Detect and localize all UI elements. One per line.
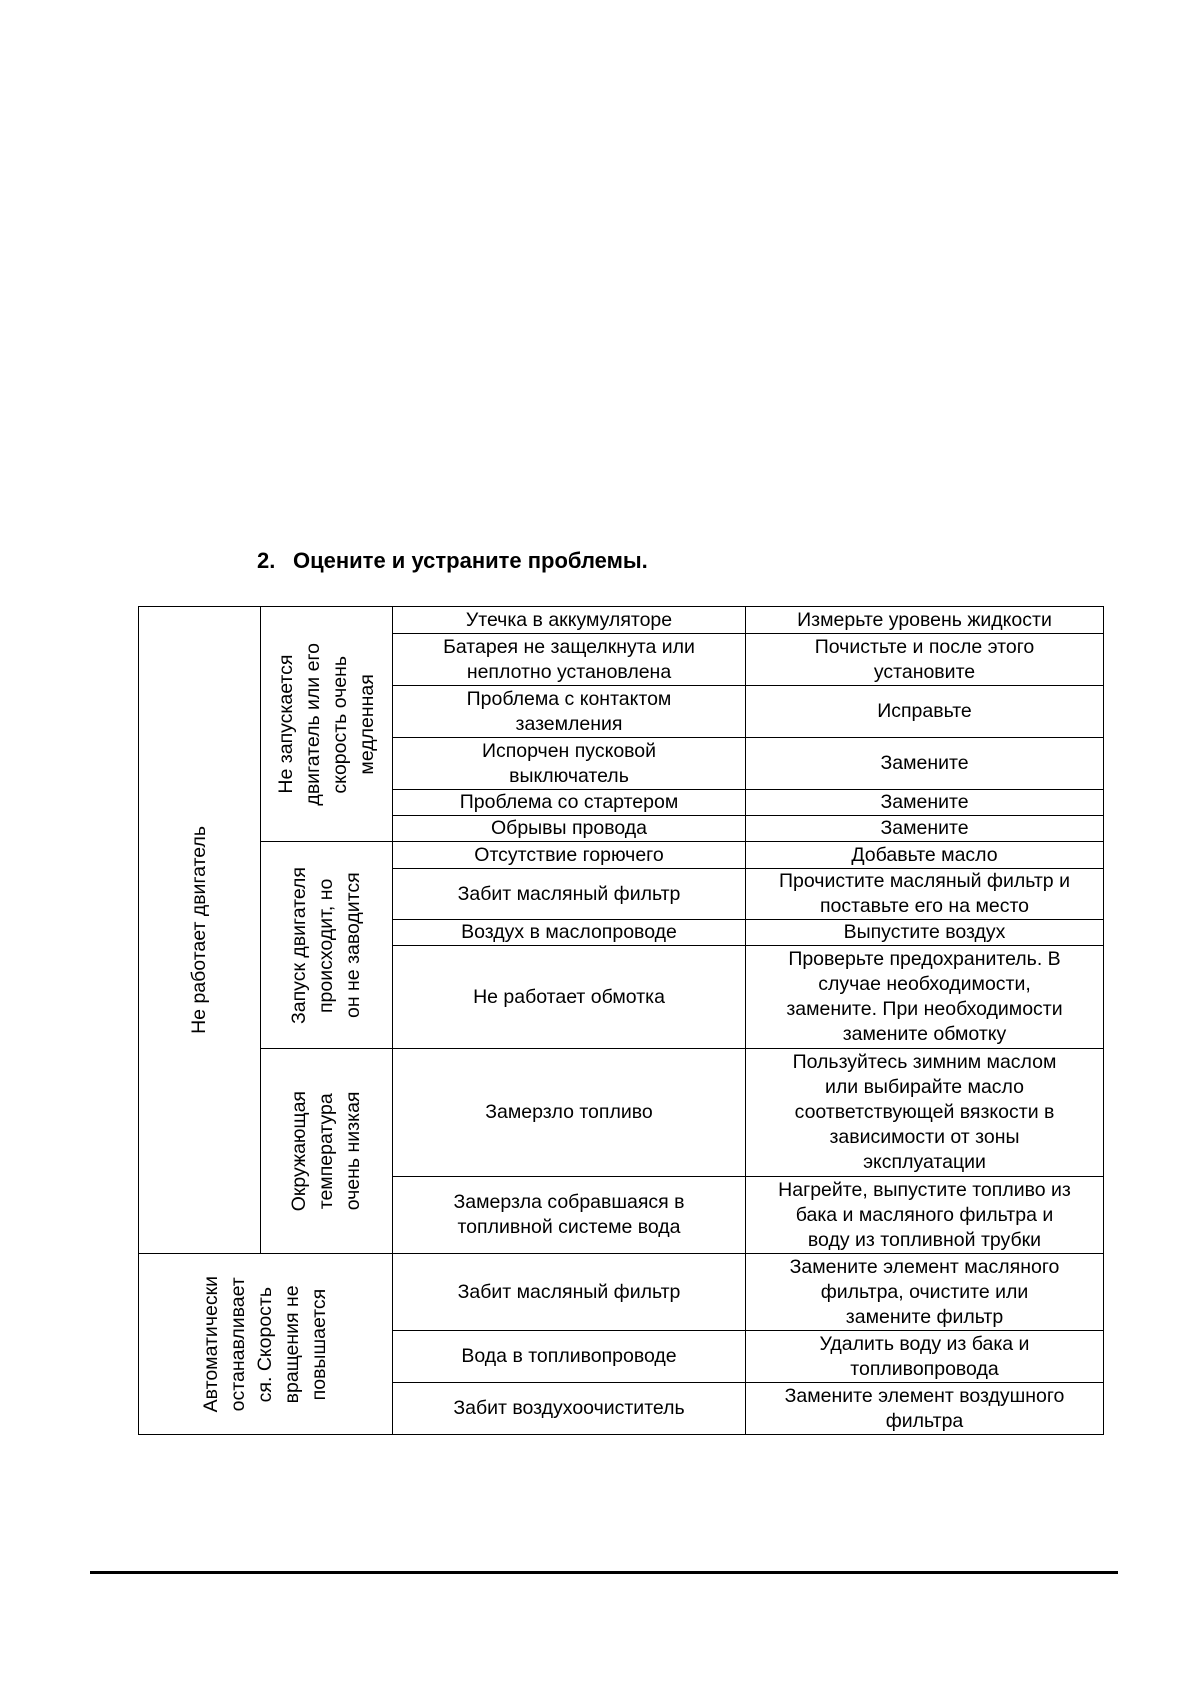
cause-cell: Отсутствие горючего [393, 842, 746, 869]
cause-cell: Обрывы провода [393, 816, 746, 842]
footer-rule [90, 1571, 1118, 1574]
cause-cell: Испорчен пусковой выключатель [393, 738, 746, 790]
group-label: Не работает двигатель [188, 826, 210, 1034]
remedy-cell: Замените [746, 816, 1104, 842]
cause-cell: Проблема со стартером [393, 790, 746, 816]
cause-cell: Вода в топливопроводе [393, 1331, 746, 1383]
cause-cell: Забит масляный фильтр [393, 869, 746, 920]
subgroup-label: Запуск двигателя происходит, но он не заводится [288, 866, 364, 1024]
group-cell [139, 1254, 393, 1435]
table-row [139, 607, 1104, 634]
remedy-cell: Замените элемент масляного фильтра, очистите или замените фильтр [746, 1254, 1104, 1331]
remedy-cell: Замените [746, 738, 1104, 790]
subgroup-label: Не запускается двигатель или его скорость очень медленная [274, 642, 378, 806]
cause-cell: Не работает обмотка [393, 946, 746, 1049]
cause-cell: Замерзла собравшаяся в топливной системе вода [393, 1177, 746, 1254]
remedy-cell: Прочистите масляный фильтр и поставьте его на место [746, 869, 1104, 920]
group-cell [139, 607, 261, 1254]
cause-cell: Проблема с контактом заземления [393, 686, 746, 738]
cause-cell: Батарея не защелкнута или неплотно установлена [393, 634, 746, 686]
cause-cell: Забит масляный фильтр [393, 1254, 746, 1331]
subgroup-cell [261, 842, 393, 1049]
remedy-cell: Замените элемент воздушного фильтра [746, 1383, 1104, 1435]
table-row [139, 1049, 1104, 1177]
section-number: 2. [257, 548, 276, 573]
remedy-cell: Измерьте уровень жидкости [746, 607, 1104, 634]
remedy-cell: Проверьте предохранитель. В случае необходимости, замените. При необходимости замените обмотку [746, 946, 1104, 1049]
remedy-cell: Исправьте [746, 686, 1104, 738]
cause-cell: Замерзло топливо [393, 1049, 746, 1177]
subgroup-cell [261, 607, 393, 842]
section-title: Оцените и устраните проблемы. [293, 548, 648, 573]
table-row [139, 842, 1104, 869]
subgroup-label: Окружающая температура очень низкая [288, 1090, 364, 1212]
cause-cell: Воздух в маслопроводе [393, 920, 746, 946]
remedy-cell: Удалить воду из бака и топливопровода [746, 1331, 1104, 1383]
cause-cell: Забит воздухоочиститель [393, 1383, 746, 1435]
remedy-cell: Почистьте и после этого установите [746, 634, 1104, 686]
section-heading [257, 548, 648, 574]
remedy-cell: Пользуйтесь зимним маслом или выбирайте масло соответствующей вязкости в зависимости от зоны эксплуатации [746, 1049, 1104, 1177]
remedy-cell: Выпустите воздух [746, 920, 1104, 946]
group-label: Автоматически останавливает ся. Скорость вращения не повышается [200, 1275, 330, 1413]
remedy-cell: Нагрейте, выпустите топливо из бака и масляного фильтра и воду из топливной трубки [746, 1177, 1104, 1254]
cause-cell: Утечка в аккумуляторе [393, 607, 746, 634]
subgroup-cell [261, 1049, 393, 1254]
remedy-cell: Замените [746, 790, 1104, 816]
table-row [139, 1254, 1104, 1331]
remedy-cell: Добавьте масло [746, 842, 1104, 869]
troubleshooting-table [138, 606, 1104, 1435]
